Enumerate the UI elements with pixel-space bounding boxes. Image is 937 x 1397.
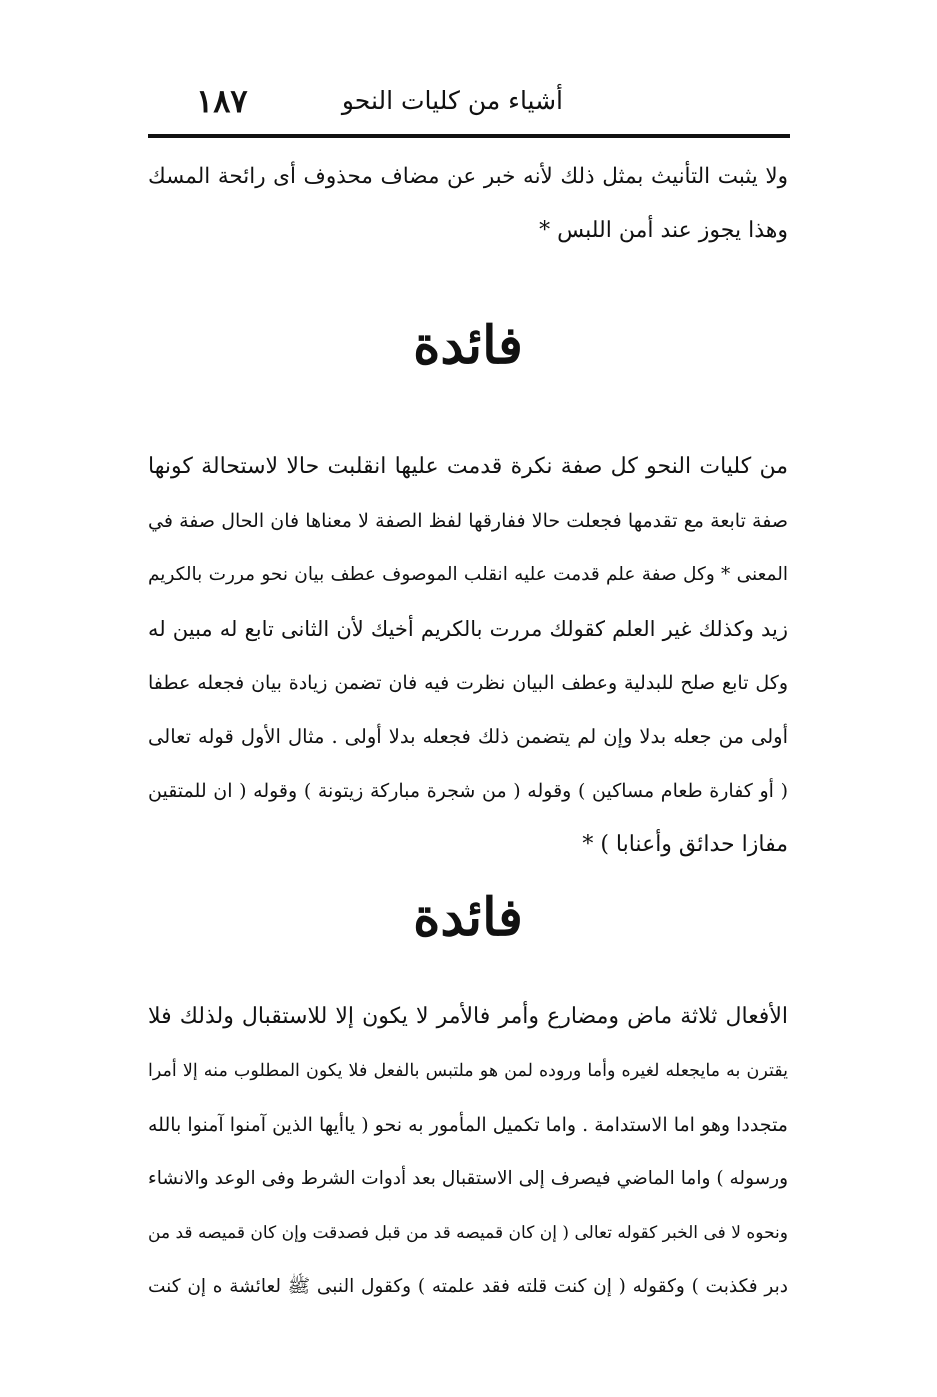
text-line: المعنى * وكل صفة علم قدمت عليه انقلب الموصوف عطف بيان نحو مررت بالكريم [148, 564, 788, 585]
text-line: صفة تابعة مع تقدمها فجعلت حالا ففارقها لفظ الصفة لا معناها فان الحال صفة في [148, 510, 788, 532]
header-rule [148, 134, 790, 138]
running-title: أشياء من كليات النحو [341, 86, 563, 115]
intro-paragraph [148, 150, 788, 258]
section1-paragraph [148, 440, 788, 872]
page-number: ١٨٧ [196, 82, 248, 120]
text-line: ورسوله ) واما الماضي فيصرف إلى الاستقبال بعد أدوات الشرط وفى الوعد والانشاء [148, 1168, 788, 1189]
text-line: ولا يثبت التأنيث بمثل ذلك لأنه خبر عن مضاف محذوف أى رائحة المسك [148, 164, 788, 189]
page-header [148, 82, 788, 130]
text-line: دبر فكذبت ) وكقوله ( إن كنت قلته فقد علمته ) وكقول النبى ﷺ لعائشة ه إن كنت [148, 1276, 788, 1297]
text-line: ونحوه لا فى الخبر كقوله تعالى ( إن كان قميصه قد من قبل فصدقت وإن كان قميصه قد من [148, 1223, 788, 1243]
text-line: يقترن به مايجعله لغيره وأما وروده لمن هو ملتبس بالفعل فلا يكون المطلوب منه إلا أمرا [148, 1061, 788, 1081]
text-line: وكل تابع صلح للبدلية وعطف البيان نظرت فيه فان تضمن زيادة بيان فجعله عطفا [148, 672, 788, 694]
text-line: زيد وكذلك غير العلم كقولك مررت بالكريم أخيك لأن الثانى تابع له مبين له [148, 617, 788, 641]
text-line: متجددا وهو اما الاستدامة . واما تكميل المأمور به نحو ( ياأيها الذين آمنوا آمنوا بالله [148, 1114, 788, 1136]
text-line: الأفعال ثلاثة ماض ومضارع وأمر فالأمر لا يكون إلا للاستقبال ولذلك فلا [148, 1004, 788, 1029]
text-line: مفازا حدائق وأعنابا ) * [582, 832, 788, 857]
text-line: أولى من جعله بدلا وإن لم يتضمن ذلك فجعله بدلا أولى . مثال الأول قوله تعالى [148, 725, 788, 748]
text-line: وهذا يجوز عند أمن اللبس * [539, 218, 788, 243]
text-line: ( أو كفارة طعام مساكين ) وقوله ( من شجرة مباركة زيتونة ) وقوله ( ان للمتقين [148, 780, 788, 802]
text-line: من كليات النحو كل صفة نكرة قدمت عليها انقلبت حالا لاستحالة كونها [148, 454, 788, 479]
section2-paragraph [148, 990, 788, 1314]
section-heading: فائدة [413, 887, 523, 948]
section-heading: فائدة [413, 315, 523, 376]
